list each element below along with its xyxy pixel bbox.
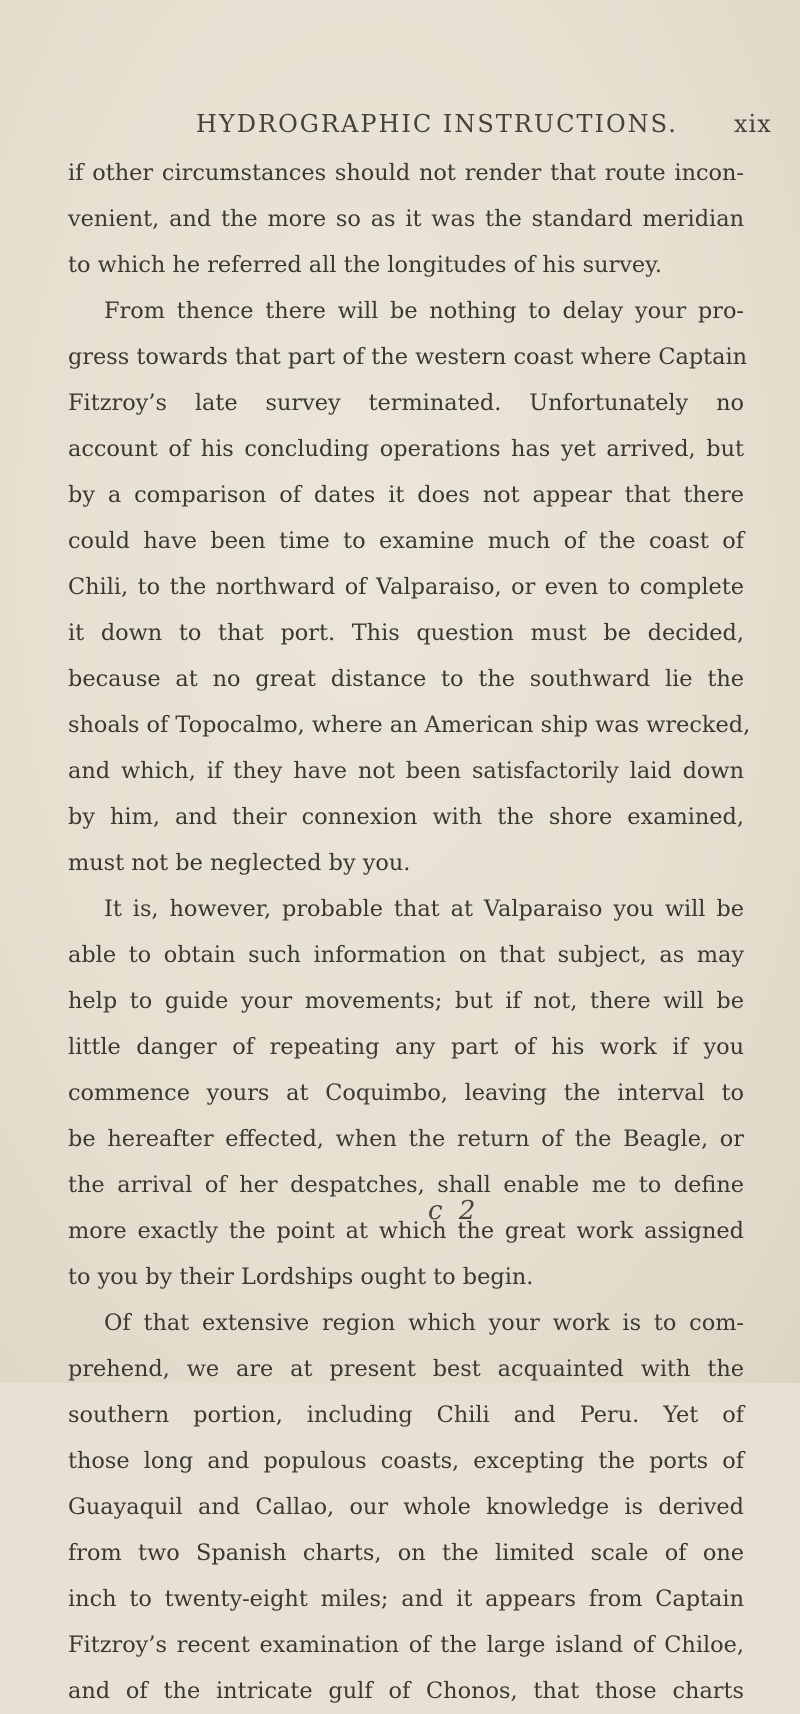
text-line: those long and populous coasts, excepting the ports of xyxy=(68,1448,744,1474)
text-line: by a comparison of dates it does not appear that there xyxy=(68,482,744,508)
text-line: to which he referred all the longitudes of his survey. xyxy=(68,252,662,278)
text-line: by him, and their connexion with the shore examined, xyxy=(68,804,744,830)
text-line: Fitzroy’s recent examination of the large island of Chiloe, xyxy=(68,1632,744,1658)
text-line: Fitzroy’s late survey terminated. Unfortunately no xyxy=(68,390,744,416)
body-text xyxy=(68,150,751,1714)
text-line: it down to that port. This question must be decided, xyxy=(68,620,744,646)
text-line: could have been time to examine much of the coast of xyxy=(68,528,744,554)
text-line: venient, and the more so as it was the standard meridian xyxy=(68,206,744,232)
text-line: more exactly the point at which the great work assigned xyxy=(68,1218,744,1244)
signature-mark: c 2 xyxy=(428,1196,480,1226)
text-line: help to guide your movements; but if not, there will be xyxy=(68,988,744,1014)
text-line: southern portion, including Chili and Peru. Yet of xyxy=(68,1402,744,1428)
text-line: Chili, to the northward of Valparaiso, or even to complete xyxy=(68,574,744,600)
text-line: account of his concluding operations has yet arrived, but xyxy=(68,436,744,462)
text-line: prehend, we are at present best acquainted with the xyxy=(68,1356,744,1382)
text-line: from two Spanish charts, on the limited scale of one xyxy=(68,1540,744,1566)
text-line: the arrival of her despatches, shall enable me to define xyxy=(68,1172,744,1198)
text-line: little danger of repeating any part of his work if you xyxy=(68,1034,744,1060)
running-head xyxy=(0,110,800,150)
text-line: be hereafter effected, when the return of the Beagle, or xyxy=(68,1126,744,1152)
text-line: Of that extensive region which your work is to com- xyxy=(104,1310,744,1336)
text-line: It is, however, probable that at Valparaiso you will be xyxy=(104,896,744,922)
text-line: to you by their Lordships ought to begin. xyxy=(68,1264,534,1290)
text-line: commence yours at Coquimbo, leaving the interval to xyxy=(68,1080,744,1106)
text-line: because at no great distance to the southward lie the xyxy=(68,666,744,692)
page-number: xix xyxy=(734,110,772,138)
text-line: must not be neglected by you. xyxy=(68,850,411,876)
text-line: inch to twenty-eight miles; and it appears from Captain xyxy=(68,1586,744,1612)
text-line: and of the intricate gulf of Chonos, that those charts xyxy=(68,1678,744,1704)
text-line: shoals of Topocalmo, where an American ship was wrecked, xyxy=(68,712,751,738)
running-title: HYDROGRAPHIC INSTRUCTIONS. xyxy=(196,110,678,138)
text-line: and which, if they have not been satisfactorily laid down xyxy=(68,758,744,784)
text-line: gress towards that part of the western coast where Captain xyxy=(68,344,748,370)
text-line: From thence there will be nothing to delay your pro- xyxy=(104,298,744,324)
text-line: Guayaquil and Callao, our whole knowledge is derived xyxy=(68,1494,744,1520)
text-line: if other circumstances should not render that route incon- xyxy=(68,160,744,186)
text-line: able to obtain such information on that subject, as may xyxy=(68,942,744,968)
